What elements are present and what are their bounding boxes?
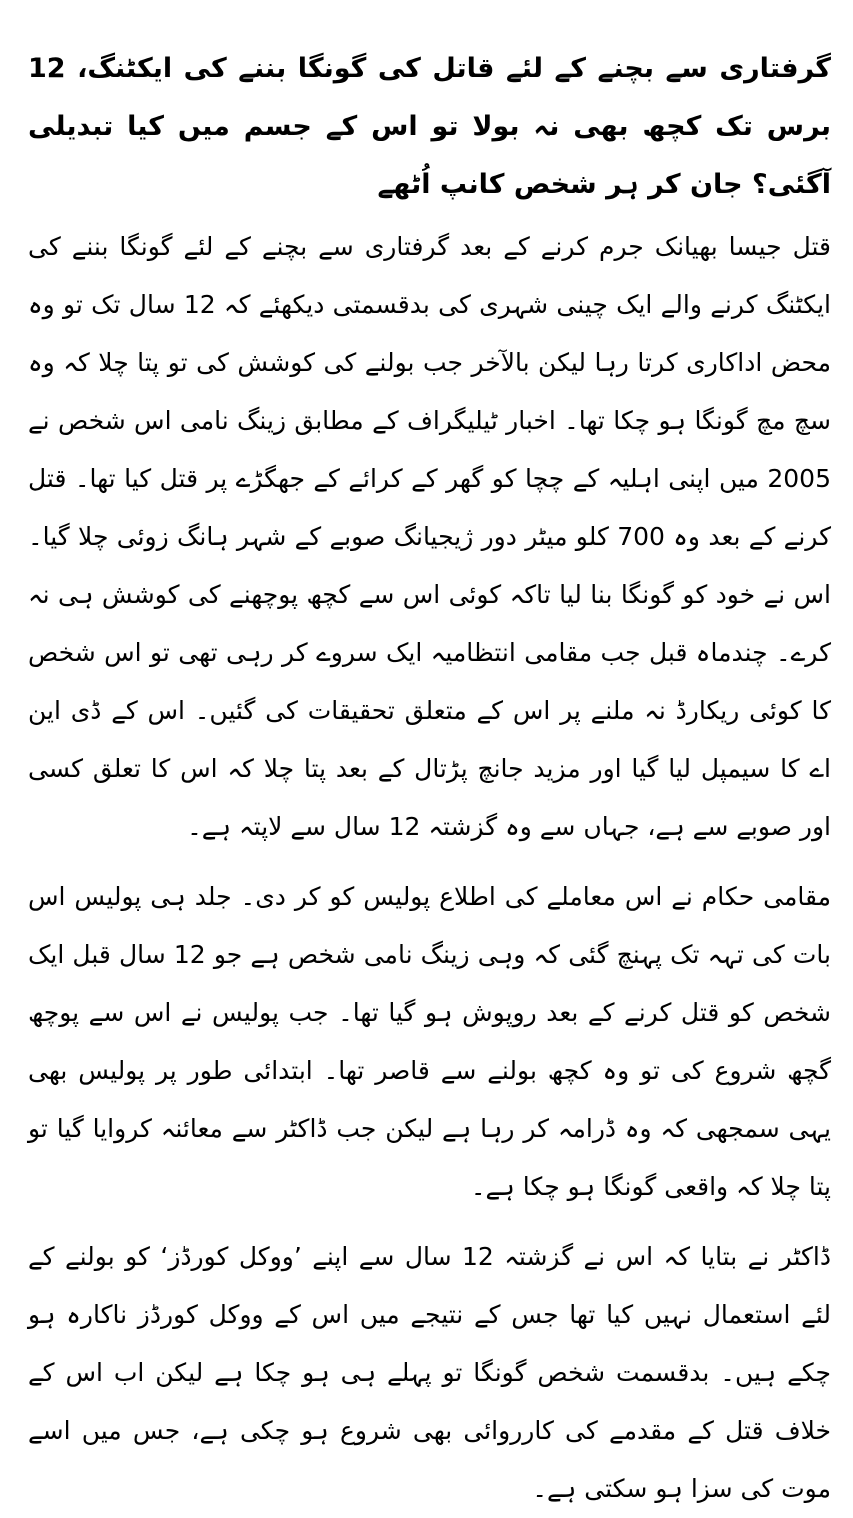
article-paragraph: مقامی حکام نے اس معاملے کی اطلاع پولیس کو کر دی۔ جلد ہی پولیس اس بات کی تہہ تک پہنچ گئی کہ وہی زینگ نامی شخص ہے جو 12 سال قبل ایک شخص کو قتل کرنے کے بعد روپوش ہو گیا تھا۔ جب پولیس نے اس سے پوچھ گچھ شروع کی تو وہ کچھ بولنے سے قاصر تھا۔ ابتدائی طور پر پولیس بھی یہی سمجھی کہ وہ ڈرامہ کر رہا ہے لیکن جب ڈاکٹر سے معائنہ کروایا گیا تو پتا چلا کہ واقعی گونگا ہو چکا ہے۔	[28, 882, 831, 1201]
article-paragraph: ڈاکٹر نے بتایا کہ اس نے گزشتہ 12 سال سے اپنے ’ووکل کورڈز‘ کو بولنے کے لئے استعمال نہیں کیا تھا جس کے نتیجے میں اس کے ووکل کورڈز ناکارہ ہو چکے ہیں۔ بدقسمت شخص گونگا تو پہلے ہی ہو چکا ہے لیکن اب اس کے خلاف قتل کے مقدمے کی کارروائی بھی شروع ہو چکی ہے، جس میں اسے موت کی سزا ہو سکتی ہے۔	[28, 1242, 831, 1503]
article-paragraph: قتل جیسا بھیانک جرم کرنے کے بعد گرفتاری سے بچنے کے لئے گونگا بننے کی ایکٹنگ کرنے والے ایک چینی شہری کی بدقسمتی دیکھئے کہ 12 سال تک تو وہ محض اداکاری کرتا رہا لیکن بالآخر جب بولنے کی کوشش کی تو پتا چلا کہ وہ سچ مچ گونگا ہو چکا تھا۔ اخبار ٹیلیگراف کے مطابق زینگ نامی اس شخص نے 2005 میں اپنی اہلیہ کے چچا کو گھر کے کرائے کے جھگڑے پر قتل کیا تھا۔ قتل کرنے کے بعد وہ 700 کلو میٹر دور ژیجیانگ صوبے کے شہر ہانگ زوئی چلا گیا۔ اس نے خود کو گونگا بنا لیا تاکہ کوئی اس سے کچھ پوچھنے کی کوشش ہی نہ کرے۔ چندماہ قبل جب مقامی انتظامیہ ایک سروے کر رہی تھی تو اس شخص کا کوئی ریکارڈ نہ ملنے پر اس کے متعلق تحقیقات کی گئیں۔ اس کے ڈی این اے کا سیمپل لیا گیا اور مزید جانچ پڑتال کے بعد پتا چلا کہ اس کا تعلق کسی اور صوبے سے ہے، جہاں سے وہ گزشتہ 12 سال سے لاپتہ ہے۔	[28, 232, 831, 841]
article-headline: گرفتاری سے بچنے کے لئے قاتل کی گونگا بننے کی ایکٹنگ، 12 برس تک کچھ بھی نہ بولا تو اس کے جسم میں کیا تبدیلی آگئی؟ جان کر ہر شخص کانپ اُٹھے	[28, 53, 831, 200]
